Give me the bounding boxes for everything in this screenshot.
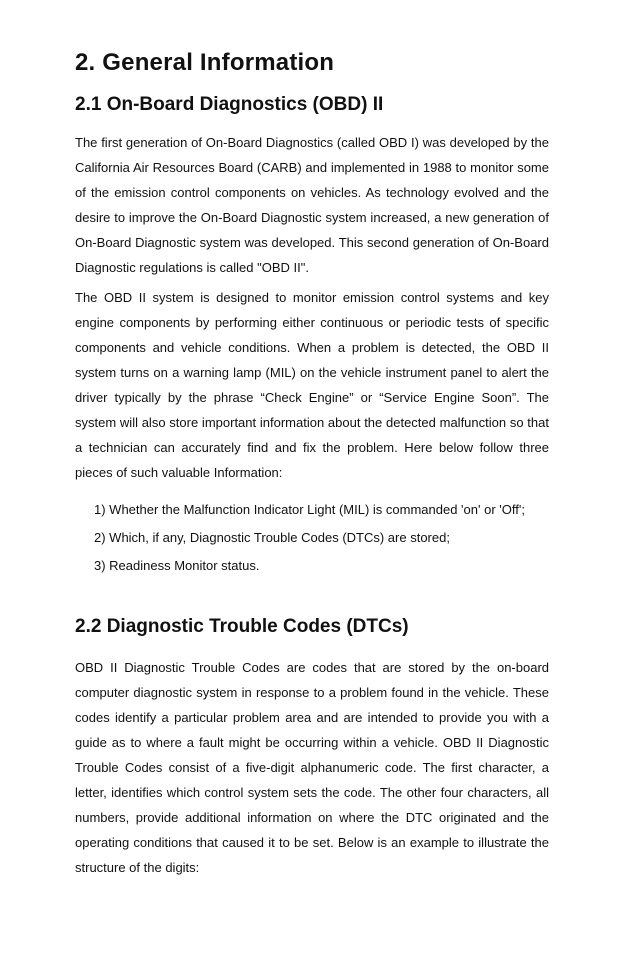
section-heading-dtcs: 2.2 Diagnostic Trouble Codes (DTCs) [75,616,409,637]
list-item: 3) Readiness Monitor status. [94,558,260,573]
section-heading-obd2: 2.1 On-Board Diagnostics (OBD) II [75,94,384,115]
paragraph-obd-history: The first generation of On-Board Diagnostics (called OBD I) was developed by the California Air Resources Board (CARB) and implemented in 1988 to monitor some of the emission control components on vehicles. As technology evolved and the desire to improve the On-Board Diagnostic system increased, a new generation of On-Board Diagnostic system was developed. This second generation of On-Board Diagnostic regulations is called "OBD II". [75,135,549,275]
paragraph-dtc-description: OBD II Diagnostic Trouble Codes are codes that are stored by the on-board computer diagnostic system in response to a problem found in the vehicle. These codes identify a particular problem area and are intended to provide you with a guide as to where a fault might be occurring within a vehicle. OBD II Diagnostic Trouble Codes consist of a five-digit alphanumeric code. The first character, a letter, identifies which control system sets the code. The other four characters, all numbers, provide additional information on where the DTC originated and the operating conditions that caused it to be set. Below is an example to illustrate the structure of the digits: [75,660,549,875]
info-list [75,496,549,580]
list-item: 1) Whether the Malfunction Indicator Light (MIL) is commanded 'on' or 'Off'; [94,502,525,517]
paragraph-obd2-system: The OBD II system is designed to monitor emission control systems and key engine components by performing either continuous or periodic tests of specific components and vehicle conditions. When a problem is detected, the OBD II system turns on a warning lamp (MIL) on the vehicle instrument panel to alert the driver typically by the phrase “Check Engine” or “Service Engine Soon”. The system will also store important information about the detected malfunction so that a technician can accurately find and fix the problem. Here below follow three pieces of such valuable Information: [75,290,549,480]
page-title: 2. General Information [75,49,335,76]
list-item: 2) Which, if any, Diagnostic Trouble Codes (DTCs) are stored; [94,530,450,545]
